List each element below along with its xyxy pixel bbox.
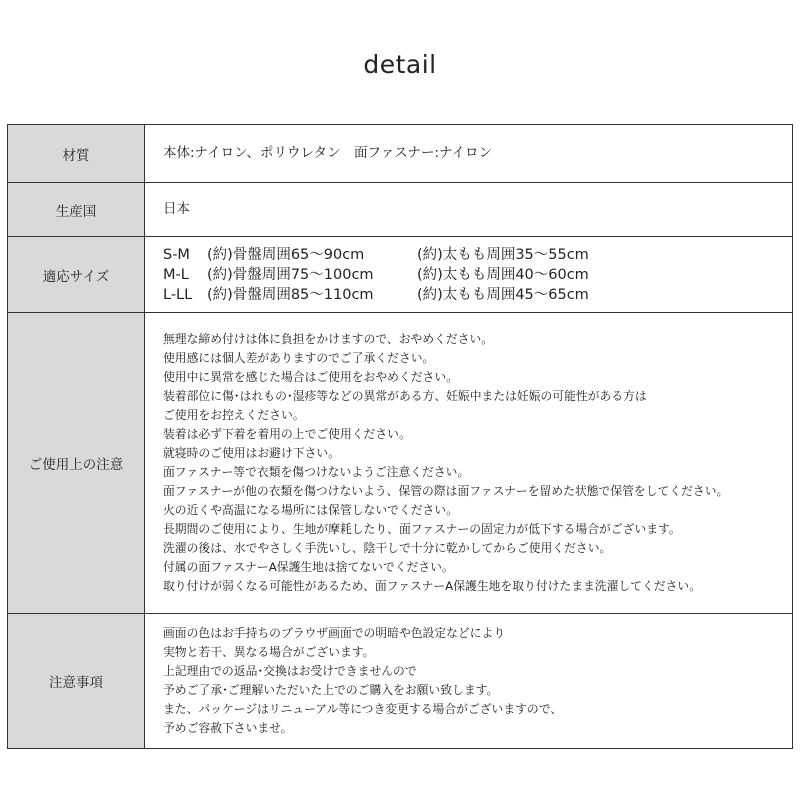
hip-range: (約)骨盤周囲75～100cm [207,266,374,283]
row-size [8,237,793,313]
notes-label: 注意事項 [8,614,145,749]
hip-range: (約)骨盤周囲65～90cm [207,246,365,263]
row-notes [8,614,793,749]
note-line: 実物と若干、異なる場合がございます。 [163,645,375,659]
caution-line: 取り付けが弱くなる可能性があるため、面ファスナーA保護生地を取り付けたまま洗濯してください。 [163,579,701,593]
size-line [163,265,786,285]
caution-line: 装着は必ず下着を着用の上でご使用ください。 [163,427,411,441]
cautions-value [145,313,793,614]
origin-value: 日本 [145,183,793,237]
caution-line: 就寝時のご使用はお避け下さい。 [163,446,340,460]
caution-line: 使用感には個人差がありますのでご了承ください。 [163,351,435,365]
spec-table [7,124,793,749]
note-line: 予めご容赦下さいませ。 [163,721,293,735]
thigh-range: (約)太もも周囲35～55cm [417,246,589,263]
caution-line: 付属の面ファスナーA保護生地は捨てないでください。 [163,560,454,574]
caution-line: ご使用をお控えください。 [163,408,305,422]
material-value: 本体:ナイロン、ポリウレタン 面ファスナー:ナイロン [145,125,793,183]
size-value [145,237,793,313]
hip-range: (約)骨盤周囲85～110cm [207,286,374,303]
caution-line: 洗濯の後は、水でやさしく手洗いし、陰干しで十分に乾かしてからご使用ください。 [163,541,612,555]
cautions-label: ご使用上の注意 [8,313,145,614]
material-label: 材質 [8,125,145,183]
caution-line: 面ファスナーが他の衣類を傷つけないよう、保管の際は面ファスナーを留めた状態で保管をしてください。 [163,484,729,498]
notes-value [145,614,793,749]
row-cautions [8,313,793,614]
row-material [8,125,793,183]
size-line [163,245,786,265]
size-name: M-L [163,266,189,283]
thigh-range: (約)太もも周囲45～65cm [417,286,589,303]
size-line [163,285,786,305]
note-line: また、パッケージはリニューアル等につき変更する場合がございますので、 [163,702,563,716]
page-title: detail [363,50,437,79]
row-origin [8,183,793,237]
size-label: 適応サイズ [8,237,145,313]
caution-line: 長期間のご使用により、生地が摩耗したり、面ファスナーの固定力が低下する場合がございます。 [163,522,681,536]
caution-line: 無理な締め付けは体に負担をかけますので、おやめください。 [163,332,494,346]
size-name: S-M [163,246,190,263]
caution-line: 面ファスナー等で衣類を傷つけないようご注意ください。 [163,465,470,479]
caution-line: 使用中に異常を感じた場合はご使用をおやめください。 [163,370,458,384]
thigh-range: (約)太もも周囲40～60cm [417,266,589,283]
note-line: 画面の色はお手持ちのブラウザ画面での明暗や色設定などにより [163,626,506,640]
size-name: L-LL [163,286,193,303]
note-line: 予めご了承･ご理解いただいた上でのご購入をお願い致します。 [163,683,499,697]
caution-line: 装着部位に傷･はれもの･湿疹等などの異常がある方、妊娠中または妊娠の可能性がある方は [163,389,647,403]
caution-line: 火の近くや高温になる場所には保管しないでください。 [163,503,458,517]
note-line: 上記理由での返品･交換はお受けできませんので [163,664,417,678]
origin-label: 生産国 [8,183,145,237]
